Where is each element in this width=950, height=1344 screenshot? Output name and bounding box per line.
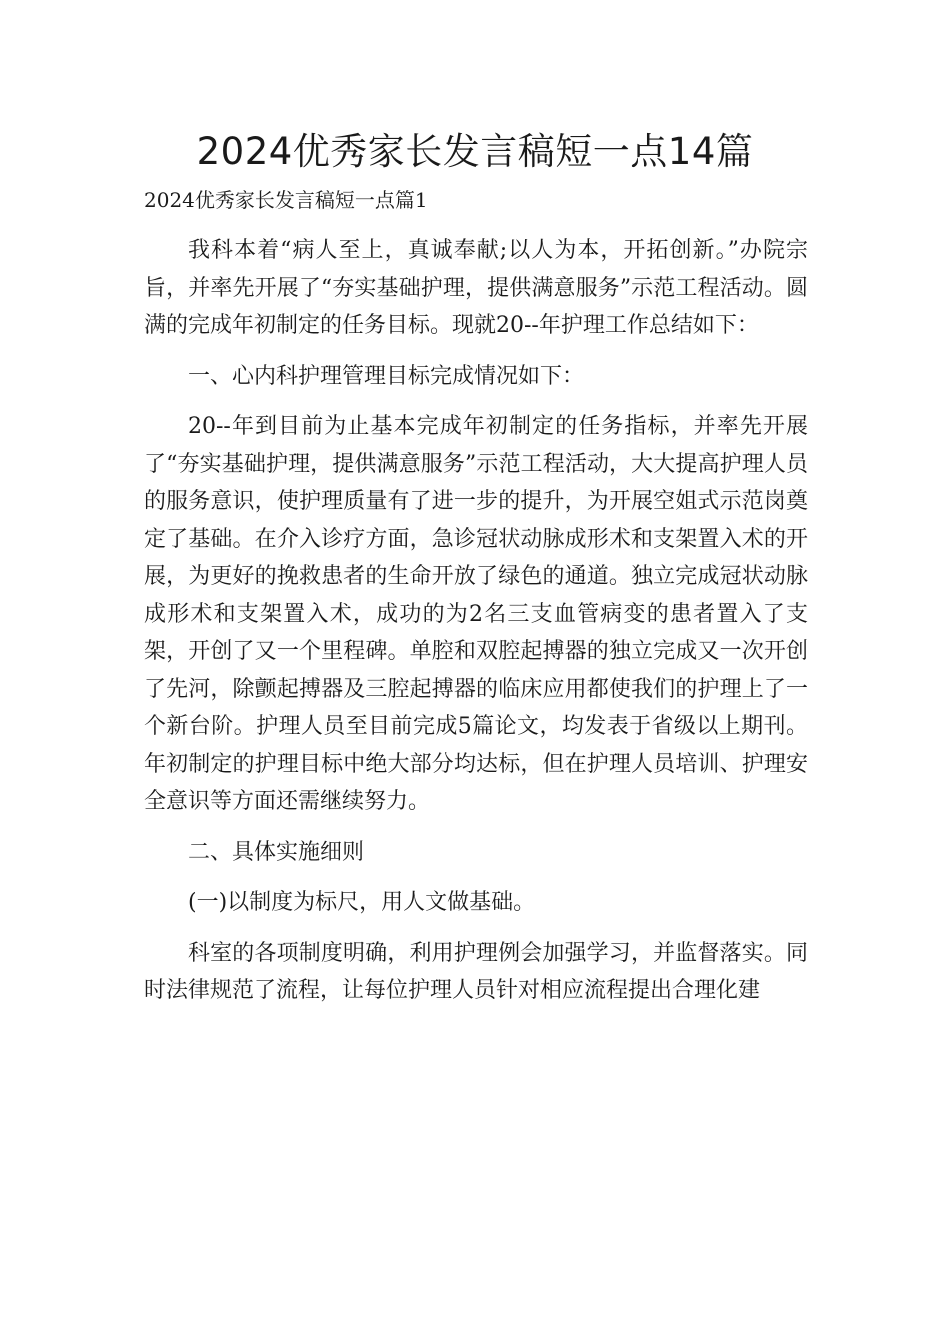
heading-section-2: 二、具体实施细则 <box>188 839 365 865</box>
heading-section-1: 一、心内科护理管理目标完成情况如下： <box>188 363 585 389</box>
section-subtitle: 2024优秀家长发言稿短一点篇1 <box>144 188 428 212</box>
heading-subsection-1: (一)以制度为标尺，用人文做基础。 <box>188 890 536 915</box>
paragraph-intro: 我科本着“病人至上，真诚奉献;以人为本，开拓创新。”办院宗旨，并率先开展了“夯实基础护理，提供满意服务”示范工程活动。圆满的完成年初制定的任务目标。现就20--年护理工作总结如下： <box>144 238 808 338</box>
document-title: 2024优秀家长发言稿短一点14篇 <box>196 130 754 173</box>
paragraph-rules: 科室的各项制度明确，利用护理例会加强学习，并监督落实。同时法律规范了流程，让每位护理人员针对相应流程提出合理化建 <box>144 940 808 1003</box>
document-body <box>144 232 808 1010</box>
paragraph-summary: 20--年到目前为止基本完成年初制定的任务指标，并率先开展了“夯实基础护理，提供满意服务”示范工程活动，大大提高护理人员的服务意识，使护理质量有了进一步的提升，为开展空姐式示范岗奠定了基础。在介入诊疗方面，急诊冠状动脉成形术和支架置入术的开展，为更好的挽救患者的生命开放了绿色的通道。独立完成冠状动脉成形术和支架置入术，成功的为2名三支血管病变的患者置入了支架，开创了又一个里程碑。单腔和双腔起搏器的独立完成又一次开创了先河，除颤起搏器及三腔起搏器的临床应用都使我们的护理上了一个新台阶。护理人员至目前完成5篇论文，均发表于省级以上期刊。年初制定的护理目标中绝大部分均达标，但在护理人员培训、护理安全意识等方面还需继续努力。 <box>144 414 808 814</box>
